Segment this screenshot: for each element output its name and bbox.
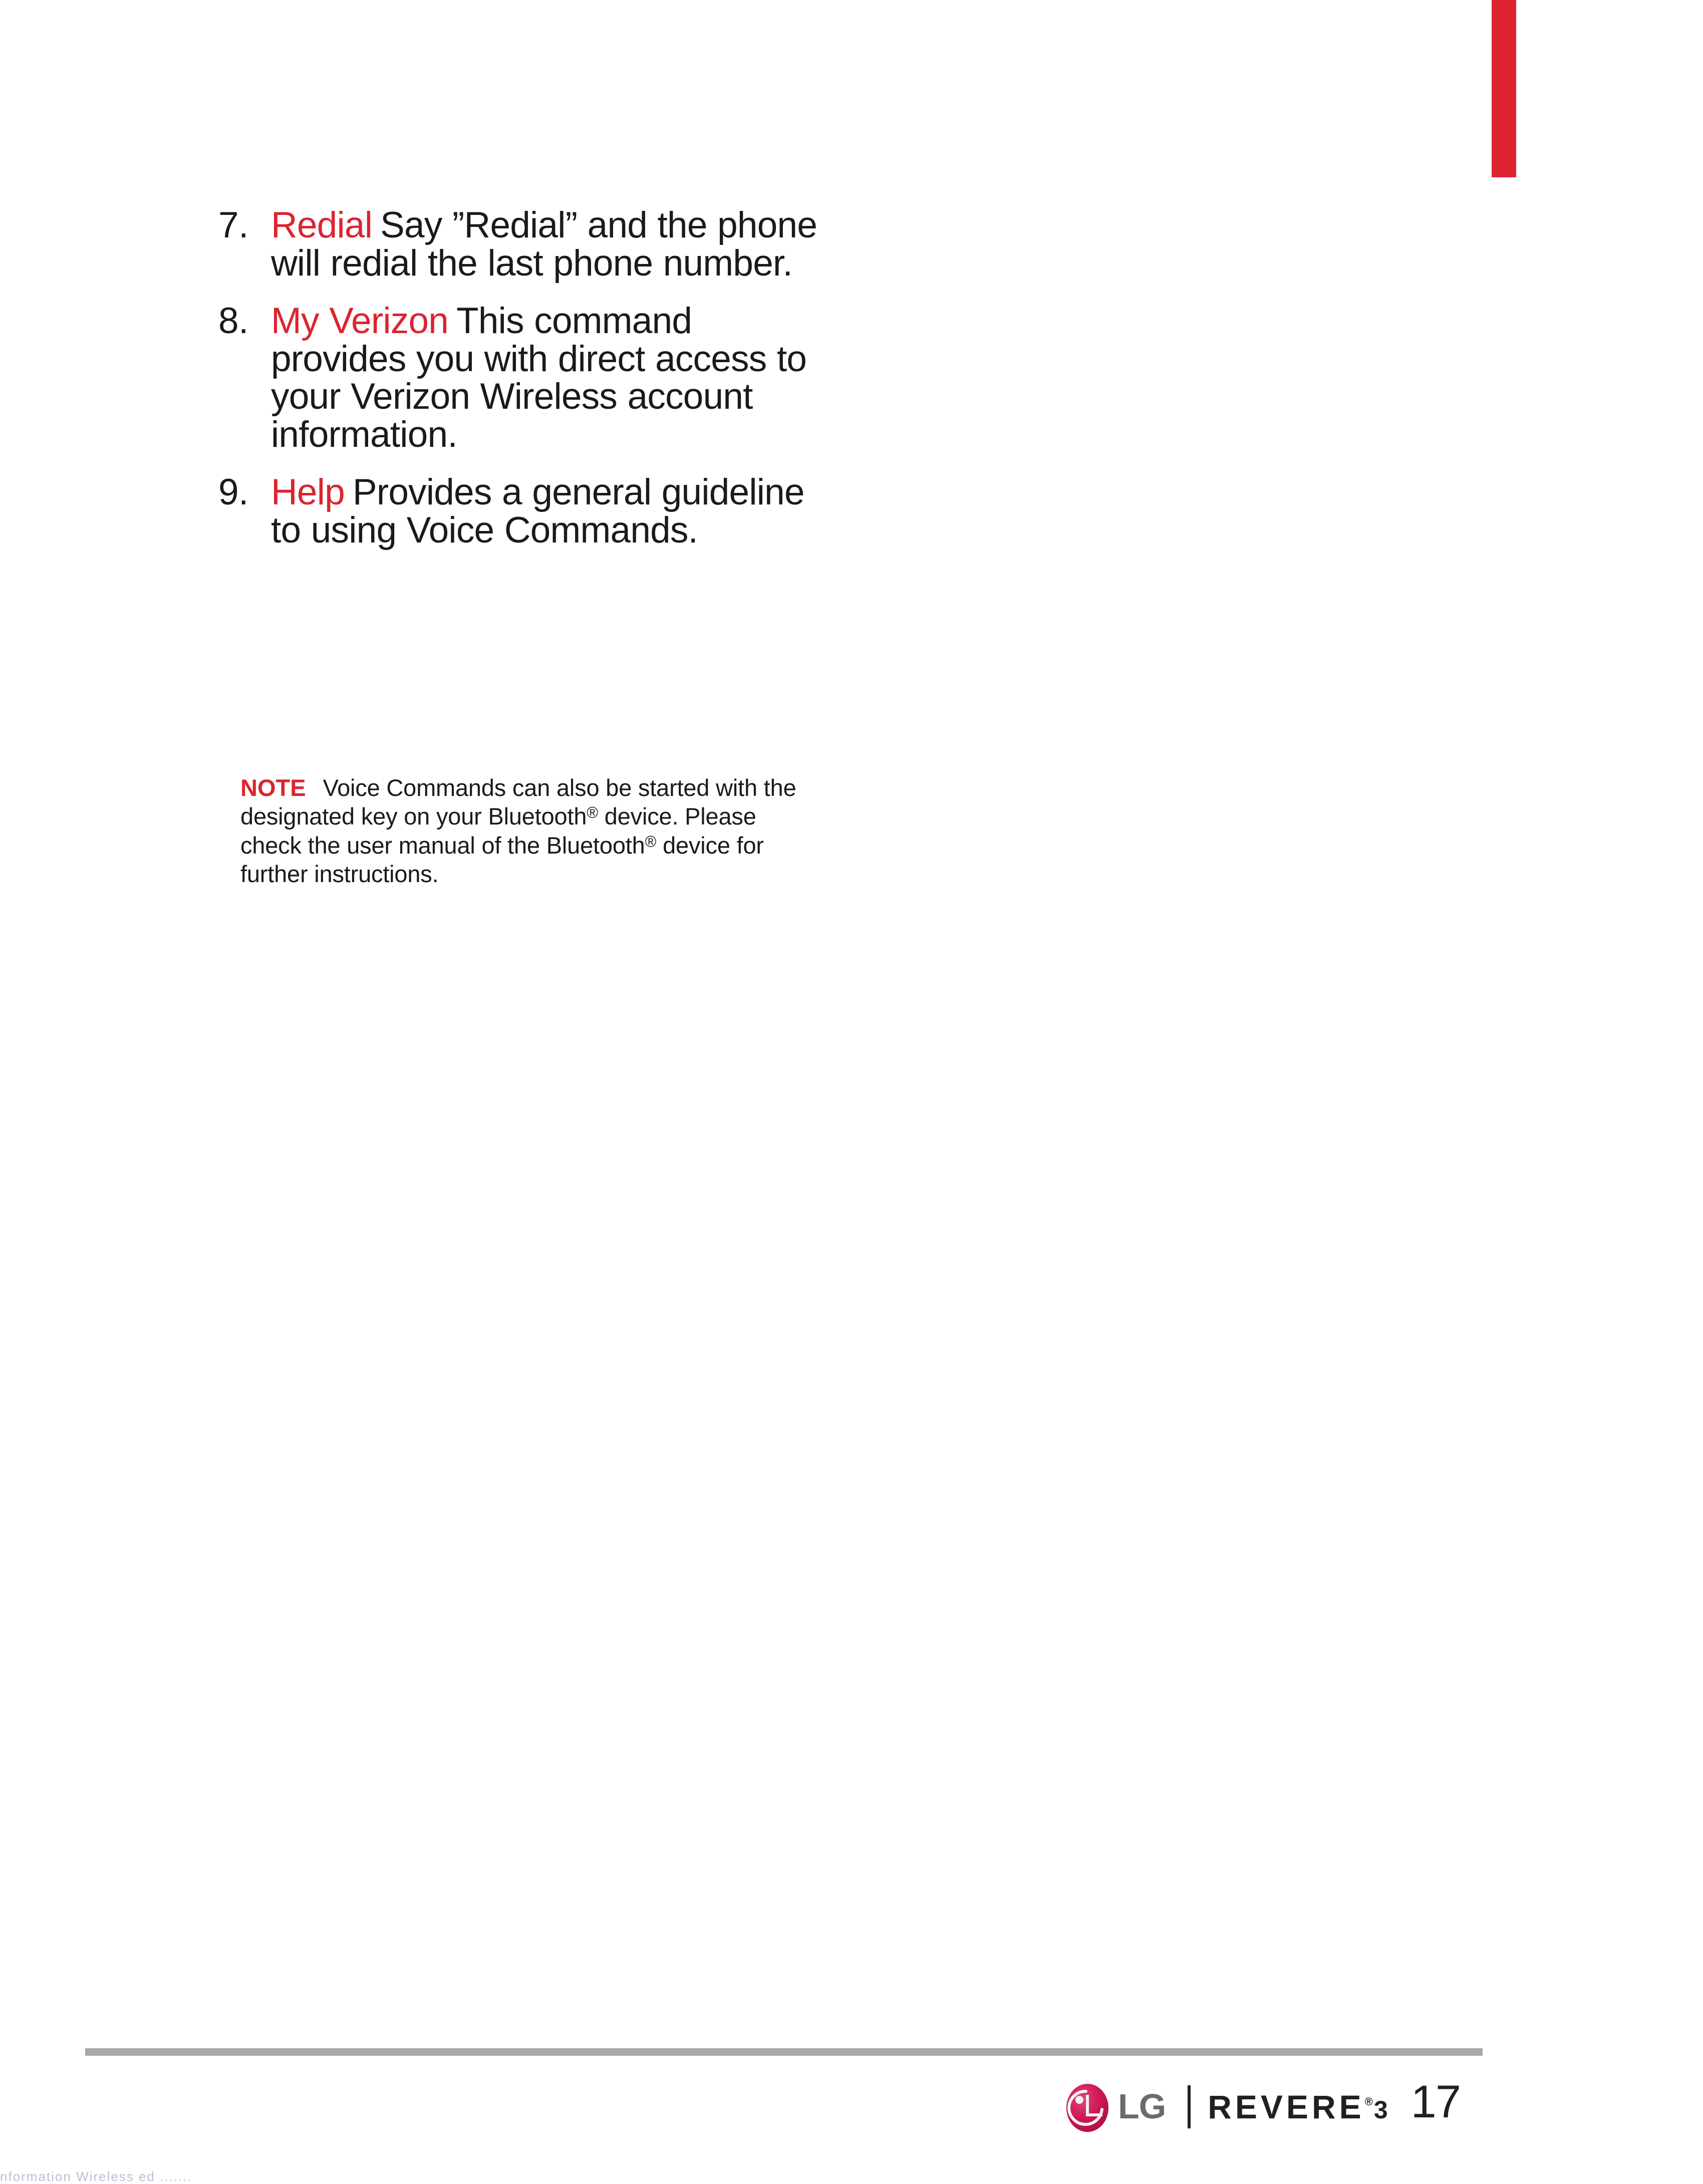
- model-name: REVERE: [1208, 2088, 1365, 2125]
- voice-commands-list: [218, 206, 834, 549]
- brand-divider: [1188, 2085, 1191, 2128]
- page-edge-marker: [1492, 0, 1516, 177]
- list-item: [218, 206, 834, 282]
- footer-divider: [85, 2048, 1483, 2056]
- clipped-bottom-text: [0, 2169, 601, 2184]
- command-name: Help: [271, 472, 345, 513]
- list-item: [218, 302, 834, 453]
- command-description: This command provides you with direct access to your Verizon Wireless account information.: [271, 301, 807, 455]
- note-text-part-1: Voice Commands can also be started with the designated key on your Bluetooth: [240, 774, 796, 830]
- note-text-part-3: device for further instructions.: [240, 832, 764, 887]
- model-wordmark: [1208, 2090, 1387, 2123]
- list-item-body: [271, 206, 834, 282]
- registered-mark-icon: ®: [587, 804, 598, 822]
- registered-mark-icon: ®: [645, 833, 657, 851]
- note-text-part-2: device. Please check the user manual of the Bluetooth: [240, 803, 756, 859]
- command-description: Say ”Redial” and the phone will redial the last phone number.: [271, 205, 817, 284]
- lg-wordmark: LG: [1118, 2087, 1166, 2126]
- note-label: NOTE: [240, 774, 306, 801]
- registered-mark-icon: ®: [1364, 2095, 1373, 2108]
- lg-logo-icon: [1066, 2083, 1109, 2132]
- list-item: [218, 473, 834, 549]
- command-name: My Verizon: [271, 301, 449, 342]
- note-callout: [240, 773, 796, 888]
- list-item-number: 8.: [218, 301, 248, 342]
- model-version: 3: [1373, 2096, 1388, 2124]
- list-item-body: [271, 302, 834, 453]
- list-item-number: 7.: [218, 205, 248, 245]
- command-description: Provides a general guideline to using Voice Commands.: [271, 472, 804, 551]
- command-name: Redial: [271, 205, 373, 245]
- clipped-bottom-text-content: nformation Wireless ed .......: [0, 2169, 192, 2184]
- list-item-body: [271, 473, 834, 549]
- page-number: 17: [1410, 2076, 1461, 2127]
- footer-branding: [1066, 2078, 1460, 2138]
- list-item-number: 9.: [218, 472, 248, 513]
